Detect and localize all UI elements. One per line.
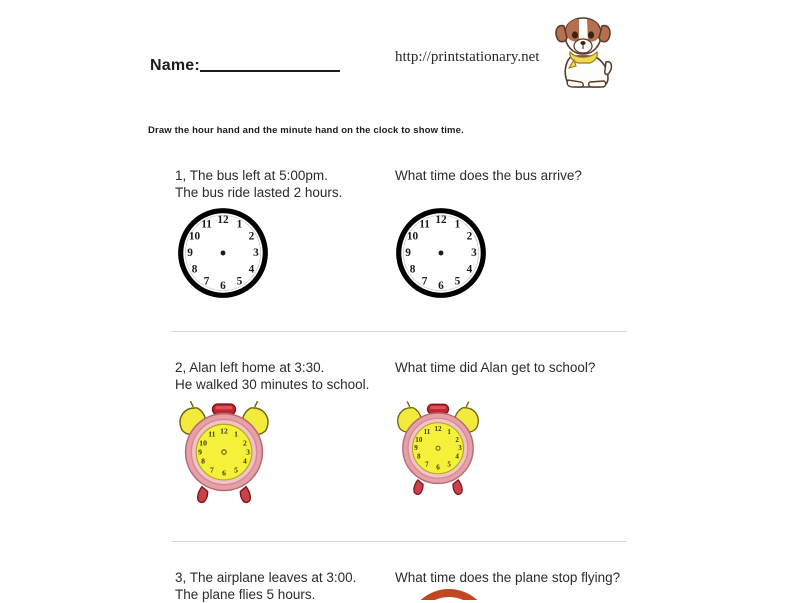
svg-text:9: 9 (414, 444, 418, 452)
svg-text:11: 11 (201, 219, 212, 231)
svg-text:7: 7 (425, 461, 429, 469)
section-divider-2 (172, 541, 627, 542)
problem-1-question-column (395, 168, 645, 185)
problem-3-prompt-column (175, 570, 390, 603)
svg-text:3: 3 (471, 247, 477, 259)
problem-1-clock-given[interactable] (176, 206, 270, 305)
problem-2-question: What time did Alan get to school? (395, 360, 645, 377)
svg-text:10: 10 (407, 231, 419, 243)
svg-text:9: 9 (405, 247, 411, 259)
svg-text:5: 5 (237, 275, 243, 287)
svg-text:11: 11 (419, 219, 430, 231)
svg-text:7: 7 (204, 275, 210, 287)
svg-text:8: 8 (410, 263, 416, 275)
page-header (0, 0, 800, 118)
problem-2-clock-given[interactable] (176, 398, 272, 515)
section-divider-1 (172, 331, 627, 332)
svg-text:3: 3 (246, 448, 250, 457)
problem-1-prompt-column (175, 168, 390, 201)
problem-2-prompt-line-2: He walked 30 minutes to school. (175, 377, 390, 394)
problem-3-prompt-line-2: The plane flies 5 hours. (175, 587, 390, 603)
svg-text:2: 2 (243, 439, 247, 448)
svg-text:3: 3 (253, 247, 259, 259)
svg-text:12: 12 (435, 214, 447, 226)
svg-text:5: 5 (234, 465, 238, 474)
svg-text:5: 5 (455, 275, 461, 287)
problem-2-clock-answer[interactable] (394, 398, 482, 507)
problem-2-question-column (395, 360, 645, 377)
svg-text:2: 2 (467, 231, 473, 243)
svg-text:2: 2 (249, 231, 255, 243)
svg-text:5: 5 (447, 461, 451, 469)
svg-text:4: 4 (243, 457, 247, 466)
svg-text:3: 3 (458, 444, 462, 452)
svg-text:8: 8 (192, 263, 198, 275)
svg-text:12: 12 (220, 426, 228, 435)
problem-1-question: What time does the bus arrive? (395, 168, 645, 185)
problem-3-clock-answer-partial[interactable] (394, 585, 504, 600)
svg-text:8: 8 (201, 457, 205, 466)
svg-text:12: 12 (217, 214, 229, 226)
svg-text:7: 7 (422, 275, 428, 287)
svg-text:12: 12 (434, 425, 442, 433)
dog-mascot-icon (552, 16, 614, 92)
svg-text:6: 6 (438, 280, 444, 292)
svg-text:1: 1 (237, 219, 243, 231)
svg-text:11: 11 (208, 430, 215, 439)
svg-text:10: 10 (199, 439, 207, 448)
problem-3-question: What time does the plane stop flying? (395, 570, 645, 587)
svg-text:1: 1 (234, 430, 238, 439)
problem-1-clock-answer[interactable] (394, 206, 488, 305)
svg-text:4: 4 (467, 263, 473, 275)
problem-2-prompt-column (175, 360, 390, 393)
problem-2-prompt-line-1: 2, Alan left home at 3:30. (175, 360, 390, 377)
problem-1-prompt-line-1: 1, The bus left at 5:00pm. (175, 168, 390, 185)
svg-text:10: 10 (189, 231, 201, 243)
problem-1-prompt-line-2: The bus ride lasted 2 hours. (175, 185, 390, 202)
name-label: Name: (150, 58, 200, 74)
svg-text:2: 2 (455, 436, 459, 444)
svg-text:4: 4 (455, 453, 459, 461)
svg-text:10: 10 (415, 436, 423, 444)
svg-text:6: 6 (220, 280, 226, 292)
svg-text:9: 9 (187, 247, 193, 259)
site-url: http://printstationary.net (395, 49, 539, 66)
svg-text:1: 1 (455, 219, 461, 231)
svg-text:6: 6 (436, 464, 440, 472)
svg-text:4: 4 (249, 263, 255, 275)
svg-text:9: 9 (198, 448, 202, 457)
name-field-block (150, 58, 340, 74)
worksheet-instruction: Draw the hour hand and the minute hand on the clock to show time. (148, 125, 464, 136)
svg-text:1: 1 (447, 428, 451, 436)
svg-text:7: 7 (210, 465, 214, 474)
problem-3-prompt-line-1: 3, The airplane leaves at 3:00. (175, 570, 390, 587)
svg-text:8: 8 (417, 453, 421, 461)
svg-text:6: 6 (222, 469, 226, 478)
svg-text:11: 11 (424, 428, 431, 436)
name-write-line[interactable] (200, 70, 340, 72)
